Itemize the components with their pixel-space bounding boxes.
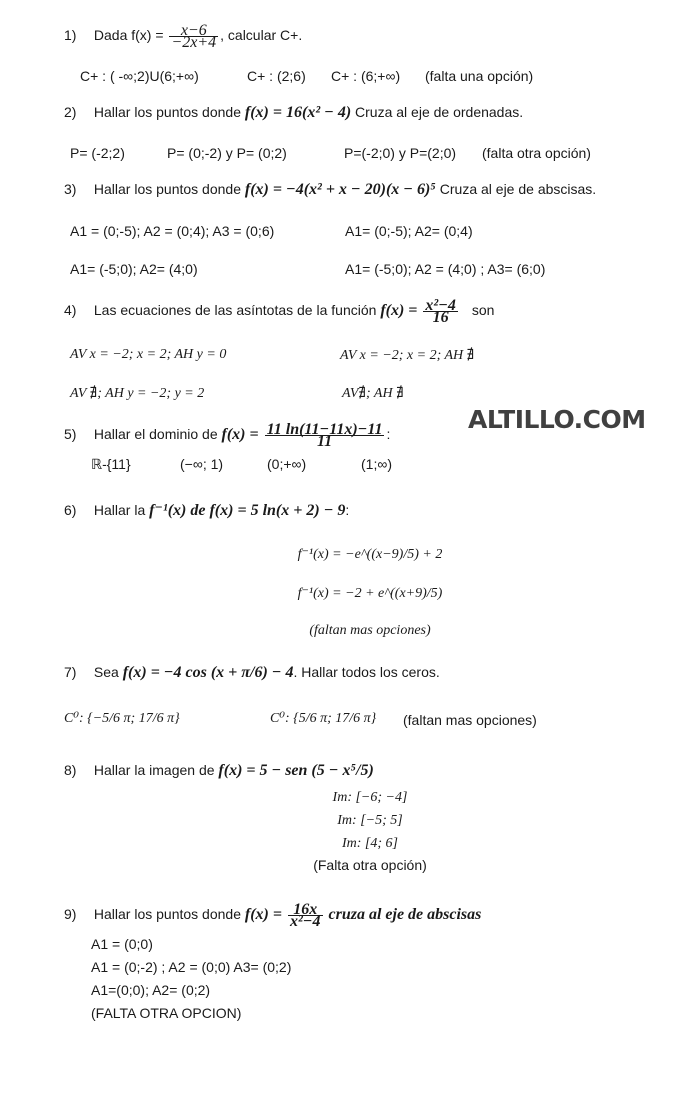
- option-7-note: (faltan mas opciones): [403, 712, 537, 728]
- option-4a[interactable]: AV x = −2; x = 2; AH y = 0: [70, 347, 227, 362]
- fraction: $\frac{\text{x²−4}}{16}$: [425, 297, 456, 326]
- option-3d[interactable]: A1= (-5;0); A2 = (4;0) ; A3= (6;0): [345, 261, 546, 277]
- option-9a[interactable]: A1 = (0;0): [91, 936, 153, 952]
- question-8: 8) Hallar la imagen de f(x) = 5 − sen (5 − x⁵/5): [64, 762, 374, 779]
- option-6a[interactable]: f⁻¹(x) = −e^((x−9)/5) + 2: [297, 547, 443, 562]
- option-9b[interactable]: A1 = (0;-2) ; A2 = (0;0) A3= (0;2): [91, 959, 292, 975]
- option-2b[interactable]: P= (0;-2) y P= (0;2): [167, 145, 287, 161]
- fraction: $\frac{16x}{\text{x²−4}}$: [290, 901, 321, 930]
- option-2a[interactable]: P= (-2;2): [70, 145, 125, 161]
- fraction: $\frac{x-6}{-2x+4}$: [171, 22, 217, 51]
- option-8c[interactable]: Im: [4; 6]: [342, 836, 398, 851]
- question-9: 9) Hallar los puntos donde f(x) = $\frac{16x}{\text{x²−4}}$ cruza al eje de abscisas: [64, 901, 482, 930]
- option-1a[interactable]: C+ : ( -∞;2)U(6;+∞): [80, 68, 199, 84]
- watermark-logo: ALTILLO.COM: [468, 405, 646, 434]
- question-3: 3) Hallar los puntos donde f(x) = −4(x² + x − 20)(x − 6)⁵ Cruza al eje de abscisas.: [64, 181, 597, 198]
- option-8b[interactable]: Im: [−5; 5]: [337, 813, 403, 828]
- option-2c[interactable]: P=(-2;0) y P=(2;0): [344, 145, 457, 161]
- question-1: 1) Dada f(x) = $\frac{x-6}{-2x+4}$ , calcular C+.: [64, 22, 303, 51]
- option-9c[interactable]: A1=(0;0); A2= (0;2): [91, 982, 211, 998]
- option-3b[interactable]: A1= (0;-5); A2= (0;4): [345, 223, 473, 239]
- option-6-note: (faltan mas opciones): [309, 623, 431, 638]
- option-8-note: (Falta otra opción): [313, 857, 427, 873]
- option-5b[interactable]: (−∞; 1): [180, 456, 224, 472]
- option-3a[interactable]: A1 = (0;-5); A2 = (0;4); A3 = (0;6): [70, 223, 275, 239]
- option-9-note: (FALTA OTRA OPCION): [91, 1005, 242, 1021]
- option-1c[interactable]: C+ : (6;+∞): [331, 68, 401, 84]
- option-2-note: (falta otra opción): [482, 145, 591, 161]
- question-2: 2) Hallar los puntos donde f(x) = 16(x² − 4) Cruza al eje de ordenadas.: [64, 104, 524, 121]
- question-5: 5) Hallar el dominio de f(x) = $\frac{11 \ln(11-11x)-11}{11}$ :: [64, 421, 391, 450]
- fraction: $\frac{11 \ln(11-11x)-11}{11}$: [266, 421, 383, 450]
- question-number: 1): [64, 27, 77, 44]
- option-1-note: (falta una opción): [425, 68, 534, 84]
- option-6b[interactable]: f⁻¹(x) = −2 + e^((x+9)/5): [297, 586, 443, 601]
- option-5a[interactable]: ℝ-{11}: [91, 456, 131, 472]
- option-4c[interactable]: AV ∄; AH y = −2; y = 2: [70, 386, 205, 401]
- option-7a[interactable]: C⁰: {−5/6 π; 17/6 π}: [64, 711, 180, 726]
- question-7: 7) Sea f(x) = −4 cos (x + π/6) − 4. Hallar todos los ceros.: [64, 664, 440, 681]
- option-4b[interactable]: AV x = −2; x = 2; AH ∄: [340, 348, 475, 363]
- option-3c[interactable]: A1= (-5;0); A2= (4;0): [70, 261, 198, 277]
- option-1b[interactable]: C+ : (2;6): [247, 68, 306, 84]
- option-4d[interactable]: AV∄; AH ∄: [342, 386, 404, 401]
- option-5d[interactable]: (1;∞): [361, 456, 392, 472]
- option-5c[interactable]: (0;+∞): [267, 456, 307, 472]
- option-8a[interactable]: Im: [−6; −4]: [332, 790, 408, 805]
- question-4: 4) Las ecuaciones de las asíntotas de la función f(x) = $\frac{\text{x²−4}}{16}$ son: [64, 297, 495, 326]
- option-7b[interactable]: C⁰: {5/6 π; 17/6 π}: [270, 711, 377, 726]
- question-6: 6) Hallar la f⁻¹(x) de f(x) = 5 ln(x + 2) − 9:: [64, 502, 350, 519]
